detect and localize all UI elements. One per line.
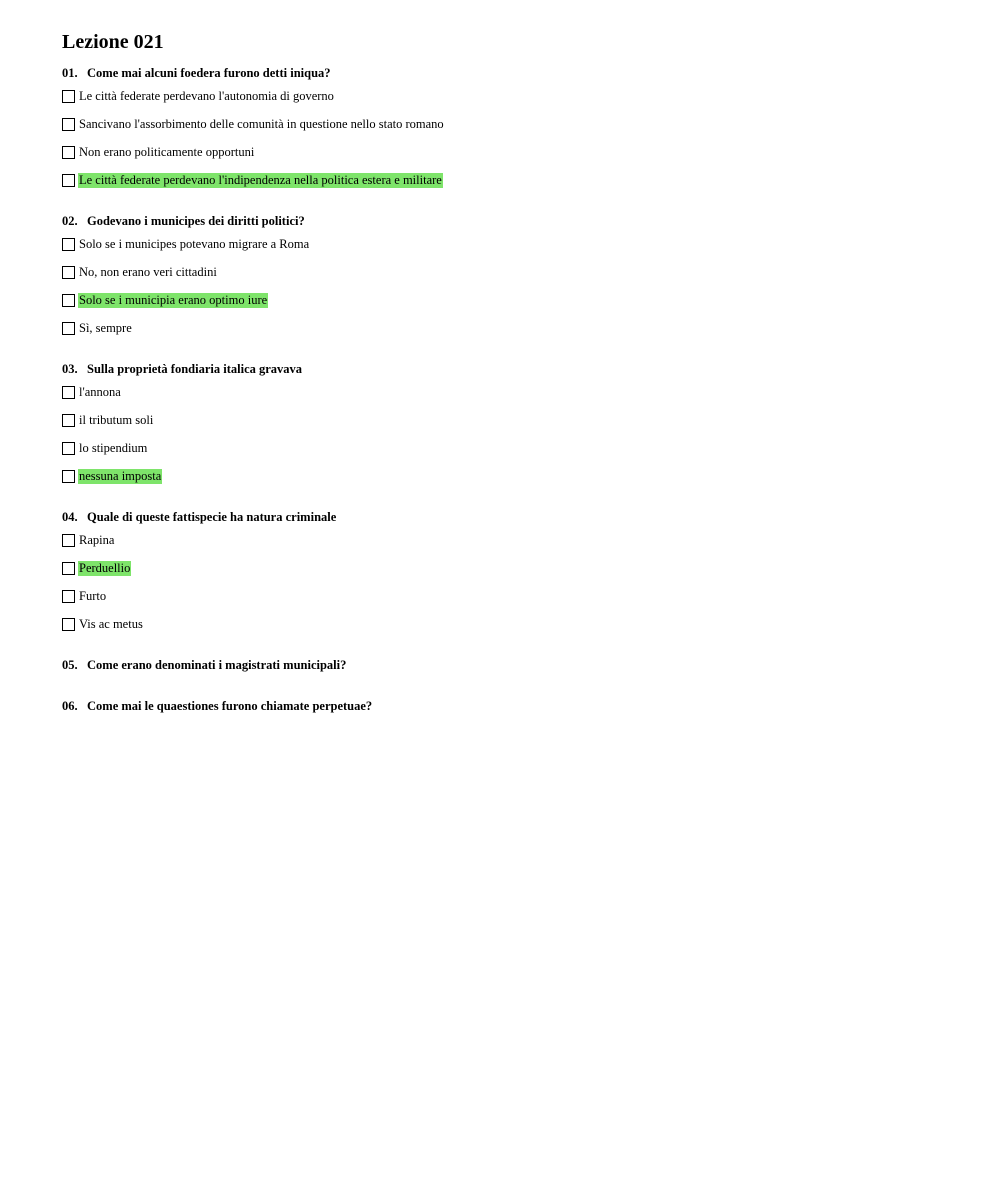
answer-text-highlighted: Le città federate perdevano l'indipendenza nella politica estera e militare [79, 173, 442, 187]
answer-text: Le città federate perdevano l'autonomia di governo [79, 89, 334, 103]
answer-list [62, 532, 960, 633]
question-block [62, 657, 960, 673]
answer-checkbox[interactable] [62, 294, 75, 307]
answer-text: No, non erano veri cittadini [79, 265, 217, 279]
answer-text: Sì, sempre [79, 321, 132, 335]
question-number: 06. [62, 699, 78, 713]
answer-checkbox[interactable] [62, 414, 75, 427]
answer-option[interactable] [62, 88, 960, 105]
answer-option[interactable] [62, 384, 960, 401]
answer-option[interactable] [62, 116, 960, 133]
answer-checkbox[interactable] [62, 238, 75, 251]
answer-option[interactable] [62, 532, 960, 549]
answer-text: Solo se i municipes potevano migrare a Roma [79, 237, 310, 251]
lesson-title: Lezione 021 [62, 31, 164, 53]
question-text: Come mai alcuni foedera furono detti iniqua? [87, 66, 331, 80]
answer-option[interactable] [62, 236, 960, 253]
answer-option-correct[interactable] [62, 468, 960, 485]
question-title [62, 698, 960, 714]
answer-checkbox[interactable] [62, 266, 75, 279]
answer-option[interactable] [62, 588, 960, 605]
answer-checkbox[interactable] [62, 562, 75, 575]
question-block [62, 65, 960, 189]
answer-list [62, 88, 960, 189]
answer-text: Non erano politicamente opportuni [79, 145, 255, 159]
answer-option-correct[interactable] [62, 172, 960, 189]
answer-text-highlighted: Solo se i municipia erano optimo iure [79, 293, 268, 307]
answer-option[interactable] [62, 616, 960, 633]
question-block [62, 213, 960, 337]
question-text: Quale di queste fattispecie ha natura criminale [87, 510, 337, 524]
answer-checkbox[interactable] [62, 174, 75, 187]
answer-checkbox[interactable] [62, 618, 75, 631]
answer-checkbox[interactable] [62, 146, 75, 159]
question-number: 05. [62, 658, 78, 672]
answer-option[interactable] [62, 440, 960, 457]
question-block [62, 509, 960, 633]
question-block [62, 361, 960, 485]
question-number: 04. [62, 510, 78, 524]
answer-list [62, 236, 960, 337]
question-title [62, 65, 960, 81]
answer-text: Rapina [79, 533, 115, 547]
answer-text: l'annona [79, 385, 121, 399]
question-title [62, 657, 960, 673]
answer-option[interactable] [62, 320, 960, 337]
question-title [62, 509, 960, 525]
answer-option[interactable] [62, 264, 960, 281]
question-title [62, 213, 960, 229]
question-text: Sulla proprietà fondiaria italica gravava [87, 362, 303, 376]
question-number: 02. [62, 214, 78, 228]
question-text: Come mai le quaestiones furono chiamate perpetuae? [87, 699, 373, 713]
quiz-page [62, 30, 960, 714]
question-text: Godevano i municipes dei diritti politici? [87, 214, 305, 228]
answer-text: lo stipendium [79, 441, 148, 455]
answer-checkbox[interactable] [62, 386, 75, 399]
answer-option-correct[interactable] [62, 292, 960, 309]
answer-text: Sancivano l'assorbimento delle comunità in questione nello stato romano [79, 117, 444, 131]
question-title [62, 361, 960, 377]
answer-option-correct[interactable] [62, 560, 960, 577]
answer-text-highlighted: Perduellio [79, 561, 131, 575]
answer-checkbox[interactable] [62, 534, 75, 547]
answer-checkbox[interactable] [62, 442, 75, 455]
question-number: 01. [62, 66, 78, 80]
answer-option[interactable] [62, 412, 960, 429]
answer-list [62, 384, 960, 485]
answer-checkbox[interactable] [62, 90, 75, 103]
answer-text-highlighted: nessuna imposta [79, 469, 162, 483]
question-block [62, 698, 960, 714]
question-number: 03. [62, 362, 78, 376]
question-text: Come erano denominati i magistrati municipali? [87, 658, 347, 672]
answer-option[interactable] [62, 144, 960, 161]
answer-text: Furto [79, 589, 107, 603]
answer-text: Vis ac metus [79, 617, 143, 631]
answer-checkbox[interactable] [62, 470, 75, 483]
answer-checkbox[interactable] [62, 322, 75, 335]
answer-text: il tributum soli [79, 413, 154, 427]
answer-checkbox[interactable] [62, 118, 75, 131]
answer-checkbox[interactable] [62, 590, 75, 603]
